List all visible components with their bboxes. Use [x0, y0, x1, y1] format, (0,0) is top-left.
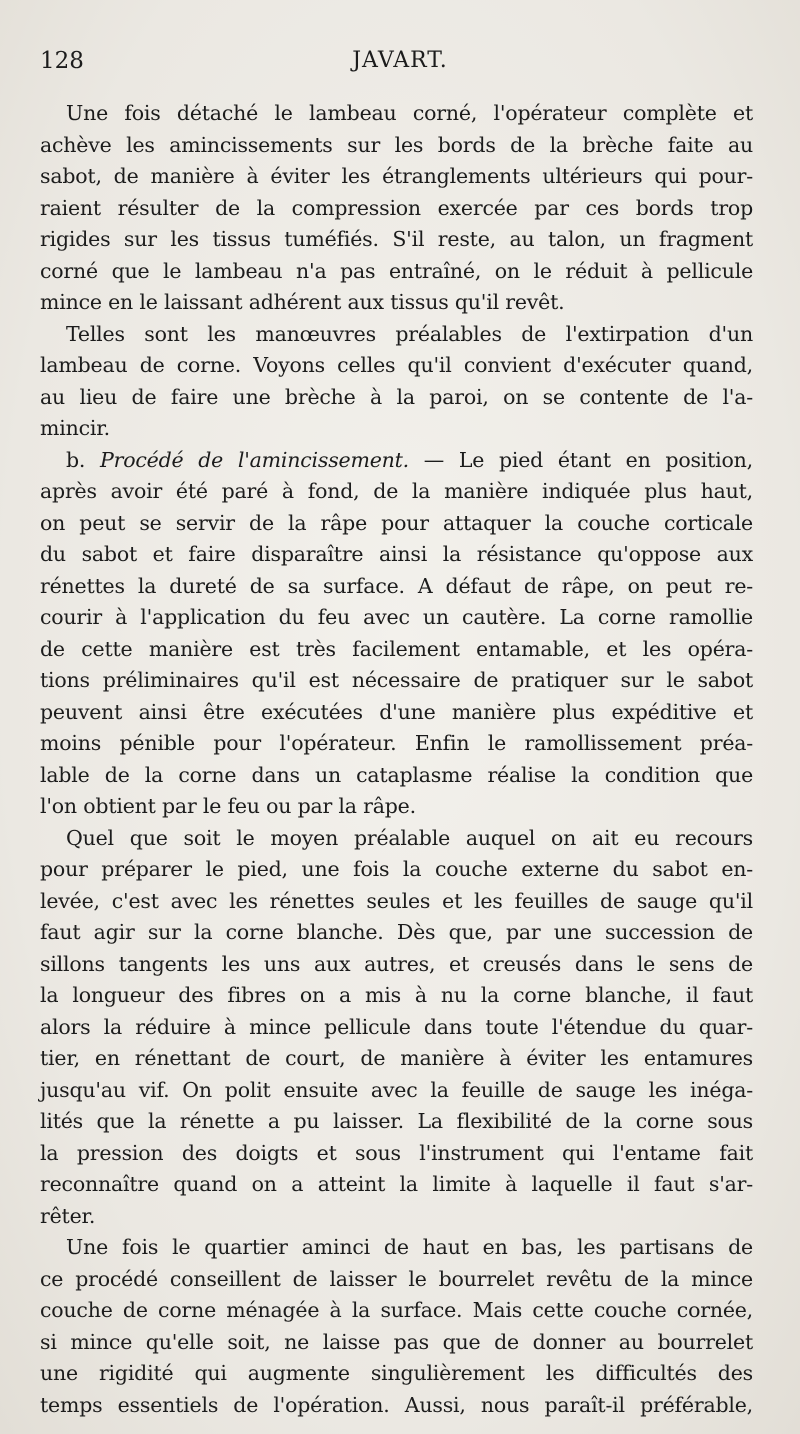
section-lead-line: [40, 445, 753, 477]
text-line: ce procédé conseillent de laisser le bourrelet revêtu de la mince: [40, 1266, 753, 1291]
text-line: alors la réduire à mince pellicule dans toute l'étendue du quar-: [40, 1014, 753, 1039]
text-line: mince en le laissant adhérent aux tissus qu'il revêt.: [40, 290, 565, 314]
section-title: Procédé de l'amincissement.: [100, 447, 409, 472]
text-line: Une fois le quartier aminci de haut en bas, les partisans de: [66, 1235, 753, 1259]
running-head: JAVART.: [352, 48, 448, 73]
text-line: rêter.: [40, 1203, 96, 1228]
text-line: reconnaître quand on a atteint la limite à laquelle il faut s'ar-: [40, 1172, 753, 1196]
text-line: Quel que soit le moyen préalable auquel on ait eu recours: [66, 825, 753, 850]
text-line: lambeau de corne. Voyons celles qu'il convient d'exécuter quand,: [40, 353, 753, 377]
paragraph: [40, 823, 753, 1233]
text-line: Telles sont les manœuvres préalables de l'extirpation d'un: [66, 321, 753, 346]
text-line: une rigidité qui augmente singulièrement les difficultés des: [40, 1361, 753, 1385]
text-line: courir à l'application du feu avec un cautère. La corne ramollie: [40, 605, 753, 629]
text-line: levée, c'est avec les rénettes seules et les feuilles de sauge qu'il: [40, 888, 753, 913]
text-line: lités que la rénette a pu laisser. La flexibilité de la corne sous: [40, 1109, 753, 1133]
text-line: tier, en rénettant de court, de manière à éviter les entamures: [40, 1046, 753, 1070]
text-line: mincir.: [40, 416, 110, 440]
text-line: on peut se servir de la râpe pour attaquer la couche corticale: [40, 510, 753, 535]
text-line: temps essentiels de l'opération. Aussi, nous paraît-il préférable,: [40, 1392, 753, 1417]
text-line: au lieu de faire une brèche à la paroi, on se contente de l'a-: [40, 384, 753, 409]
text-line: la longueur des fibres on a mis à nu la corne blanche, il faut: [40, 983, 753, 1007]
text-line: corné que le lambeau n'a pas entraîné, on le réduit à pellicule: [40, 258, 753, 283]
section-lead-text: — Le pied étant en position,: [409, 447, 753, 472]
text-line: sabot, de manière à éviter les étranglements ultérieurs qui pour-: [40, 164, 753, 188]
text-line: pour préparer le pied, une fois la couche externe du sabot en-: [40, 857, 753, 881]
paragraph: [40, 319, 753, 445]
text-line: couche de corne ménagée à la surface. Mais cette couche cornée,: [40, 1298, 753, 1322]
text-line: Une fois détaché le lambeau corné, l'opérateur complète et: [66, 101, 753, 125]
page-number: 128: [40, 48, 84, 74]
text-line: raient résulter de la compression exercée par ces bords trop: [40, 195, 753, 220]
text-line: achève les amincissements sur les bords de la brèche faite au: [40, 132, 753, 157]
text-line: la pression des doigts et sous l'instrument qui l'entame fait: [40, 1140, 753, 1165]
text-line: tions préliminaires qu'il est nécessaire de pratiquer sur le sabot: [40, 668, 753, 692]
text-line: rénettes la dureté de sa surface. A défaut de râpe, on peut re-: [40, 573, 753, 598]
text-line: l'on obtient par le feu ou par la râpe.: [40, 794, 416, 818]
text-line: jusqu'au vif. On polit ensuite avec la feuille de sauge les inéga-: [40, 1077, 753, 1102]
text-line: de cette manière est très facilement entamable, et les opéra-: [40, 636, 753, 661]
text-line: faut agir sur la corne blanche. Dès que, par une succession de: [40, 920, 753, 944]
text-line: si mince qu'elle soit, ne laisse pas que de donner au bourrelet: [40, 1329, 753, 1354]
paragraph-section-b: [40, 445, 753, 823]
text-line: après avoir été paré à fond, de la manière indiquée plus haut,: [40, 479, 753, 503]
paragraph: [40, 1232, 753, 1421]
text-line: lable de la corne dans un cataplasme réalise la condition que: [40, 762, 753, 787]
text-line: peuvent ainsi être exécutées d'une manière plus expéditive et: [40, 699, 753, 724]
text-line: sillons tangents les uns aux autres, et creusés dans le sens de: [40, 951, 753, 976]
text-line: du sabot et faire disparaître ainsi la résistance qu'oppose aux: [40, 542, 753, 566]
text-line: rigides sur les tissus tuméfiés. S'il reste, au talon, un fragment: [40, 227, 753, 251]
paragraph: [40, 98, 753, 319]
text-line: moins pénible pour l'opérateur. Enfin le ramollissement préa-: [40, 731, 753, 755]
section-label: b.: [66, 447, 86, 472]
page-header: [40, 48, 760, 88]
body-text: [40, 98, 753, 1421]
